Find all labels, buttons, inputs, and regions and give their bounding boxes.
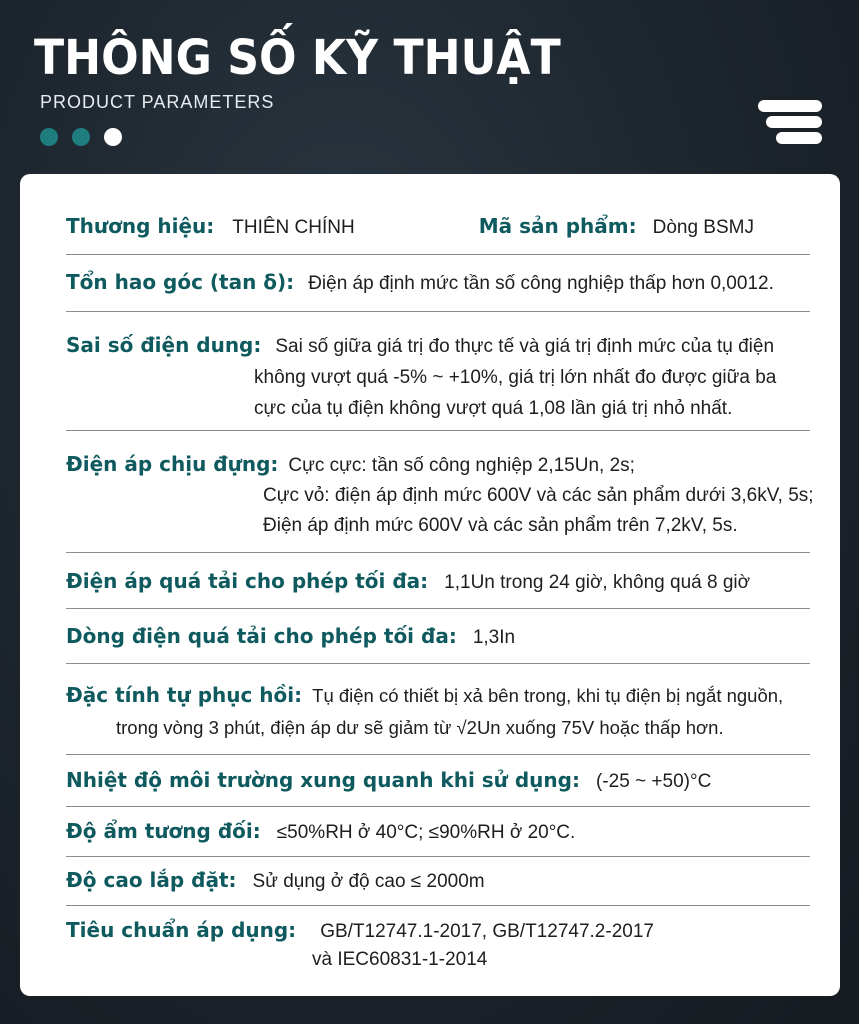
row-standard: [66, 916, 814, 974]
row-brand-model: [66, 214, 814, 239]
divider: [66, 552, 810, 553]
row-withstand: [66, 449, 814, 541]
standard-line-2: và IEC60831-1-2014: [312, 949, 488, 970]
selfheal-line-1: Tụ điện có thiết bị xả bên trong, khi tụ điện bị ngắt nguồn,: [312, 685, 784, 706]
overvoltage-value: 1,1Un trong 24 giờ, không quá 8 giờ: [444, 572, 751, 593]
divider: [66, 663, 810, 664]
cap-line-1: Sai số giữa giá trị đo thực tế và giá trị định mức của tụ điện: [275, 336, 775, 357]
row-selfheal: [66, 679, 814, 744]
dot-3: [104, 128, 122, 146]
row-humidity: [66, 819, 814, 844]
spec-card: [20, 174, 840, 996]
page-subtitle: PRODUCT PARAMETERS: [40, 92, 275, 112]
brand-label: Thương hiệu:: [66, 214, 215, 238]
selfheal-label: Đặc tính tự phục hồi:: [66, 683, 303, 707]
divider: [66, 608, 810, 609]
cap-line-3: cực của tụ điện không vượt quá 1,08 lần giá trị nhỏ nhất.: [254, 398, 733, 419]
withstand-label: Điện áp chịu đựng:: [66, 452, 279, 476]
overcurrent-label: Dòng điện quá tải cho phép tối đa:: [66, 624, 457, 648]
loss-value: Điện áp định mức tần số công nghiệp thấp hơn 0,0012.: [308, 273, 774, 294]
model-label: Mã sản phẩm:: [478, 214, 637, 238]
dot-1: [40, 128, 58, 146]
divider: [66, 754, 810, 755]
model-value: Dòng BSMJ: [652, 217, 754, 238]
page-title: THÔNG SỐ KỸ THUẬT: [34, 30, 561, 86]
altitude-value: Sử dụng ở độ cao ≤ 2000m: [252, 871, 485, 892]
pager-dots: [40, 128, 122, 146]
cap-line-2: không vượt quá -5% ~ +10%, giá trị lớn nhất đo được giữa ba: [254, 367, 777, 388]
menu-lines-icon: [756, 100, 822, 144]
dot-2: [72, 128, 90, 146]
row-temperature: [66, 768, 814, 793]
withstand-line-3: Điện áp định mức 600V và các sản phẩm trên 7,2kV, 5s.: [263, 515, 738, 536]
temp-label: Nhiệt độ môi trường xung quanh khi sử dụng:: [66, 768, 580, 792]
row-overvoltage: [66, 569, 814, 594]
overvoltage-label: Điện áp quá tải cho phép tối đa:: [66, 569, 429, 593]
divider: [66, 905, 810, 906]
row-capacitance: [66, 330, 814, 424]
standard-label: Tiêu chuẩn áp dụng:: [66, 918, 297, 942]
altitude-label: Độ cao lắp đặt:: [66, 868, 237, 892]
divider: [66, 806, 810, 807]
row-altitude: [66, 868, 814, 893]
divider: [66, 254, 810, 255]
divider: [66, 430, 810, 431]
humidity-label: Độ ẩm tương đối:: [66, 819, 261, 843]
selfheal-line-2: trong vòng 3 phút, điện áp dư sẽ giảm từ √2Un xuống 75V hoặc thấp hơn.: [116, 717, 724, 738]
loss-label: Tổn hao góc (tan δ):: [66, 270, 295, 294]
cap-label: Sai số điện dung:: [66, 333, 262, 357]
withstand-line-2: Cực vỏ: điện áp định mức 600V và các sản phẩm dưới 3,6kV, 5s;: [263, 485, 814, 506]
humidity-value: ≤50%RH ở 40°C; ≤90%RH ở 20°C.: [276, 822, 576, 843]
row-overcurrent: [66, 624, 814, 649]
row-loss: [66, 270, 814, 295]
withstand-line-1: Cực cực: tần số công nghiệp 2,15Un, 2s;: [288, 455, 635, 476]
brand-value: THIÊN CHÍNH: [232, 217, 355, 238]
divider: [66, 856, 810, 857]
page-header: [34, 28, 607, 113]
divider: [66, 311, 810, 312]
overcurrent-value: 1,3In: [472, 627, 516, 648]
temp-value: (-25 ~ +50)°C: [595, 771, 712, 792]
standard-line-1: GB/T12747.1-2017, GB/T12747.2-2017: [320, 921, 654, 942]
